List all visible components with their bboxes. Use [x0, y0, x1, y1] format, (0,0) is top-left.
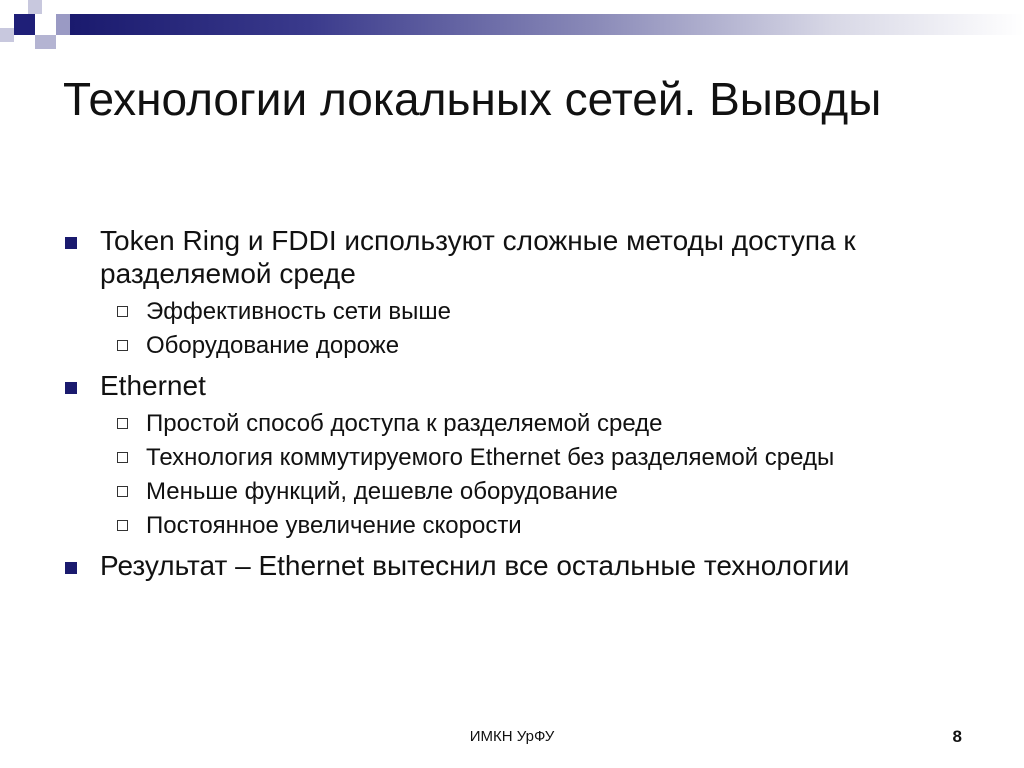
decor-square — [14, 35, 35, 49]
sub-bullet-list — [100, 407, 983, 543]
slide-title: Технологии локальных сетей. Выводы — [63, 73, 882, 125]
decor-square — [14, 14, 35, 35]
bullet-item — [63, 369, 983, 543]
bullet-text: Результат – Ethernet вытеснил все остальные технологии — [100, 550, 850, 581]
decor-square — [35, 14, 56, 35]
sub-bullet-text: Меньше функций, дешевле оборудование — [146, 478, 618, 505]
decor-square — [0, 28, 14, 42]
hollow-square-icon — [117, 520, 128, 531]
bullet-text: Token Ring и FDDI используют сложные методы доступа к разделяемой среде — [100, 225, 856, 289]
hollow-square-icon — [117, 452, 128, 463]
header-gradient-bar — [70, 14, 1024, 35]
sub-bullet-item — [100, 295, 983, 329]
sub-bullet-text: Эффективность сети выше — [146, 298, 451, 325]
page-number: 8 — [952, 727, 962, 746]
sub-bullet-item — [100, 475, 983, 509]
bullet-text: Ethernet — [100, 370, 206, 401]
sub-bullet-text: Технология коммутируемого Ethernet без разделяемой среды — [146, 444, 835, 471]
hollow-square-icon — [117, 340, 128, 351]
hollow-square-icon — [117, 418, 128, 429]
decor-square — [35, 35, 56, 49]
decor-square — [56, 14, 70, 35]
footer-label: ИМКН УрФУ — [469, 728, 555, 745]
sub-bullet-text: Постоянное увеличение скорости — [146, 512, 522, 539]
bullet-list — [63, 224, 983, 588]
sub-bullet-text: Оборудование дороже — [146, 332, 400, 359]
sub-bullet-item — [100, 441, 983, 475]
hollow-square-icon — [117, 486, 128, 497]
sub-bullet-text: Простой способ доступа к разделяемой среде — [146, 410, 663, 437]
filled-square-icon — [65, 562, 77, 574]
sub-bullet-item — [100, 509, 983, 543]
sub-bullet-item — [100, 407, 983, 441]
sub-bullet-list — [100, 295, 983, 363]
filled-square-icon — [65, 237, 77, 249]
bullet-item — [63, 549, 983, 582]
decor-square — [28, 0, 42, 14]
bullet-item — [63, 224, 983, 363]
sub-bullet-item — [100, 329, 983, 363]
hollow-square-icon — [117, 306, 128, 317]
filled-square-icon — [65, 382, 77, 394]
